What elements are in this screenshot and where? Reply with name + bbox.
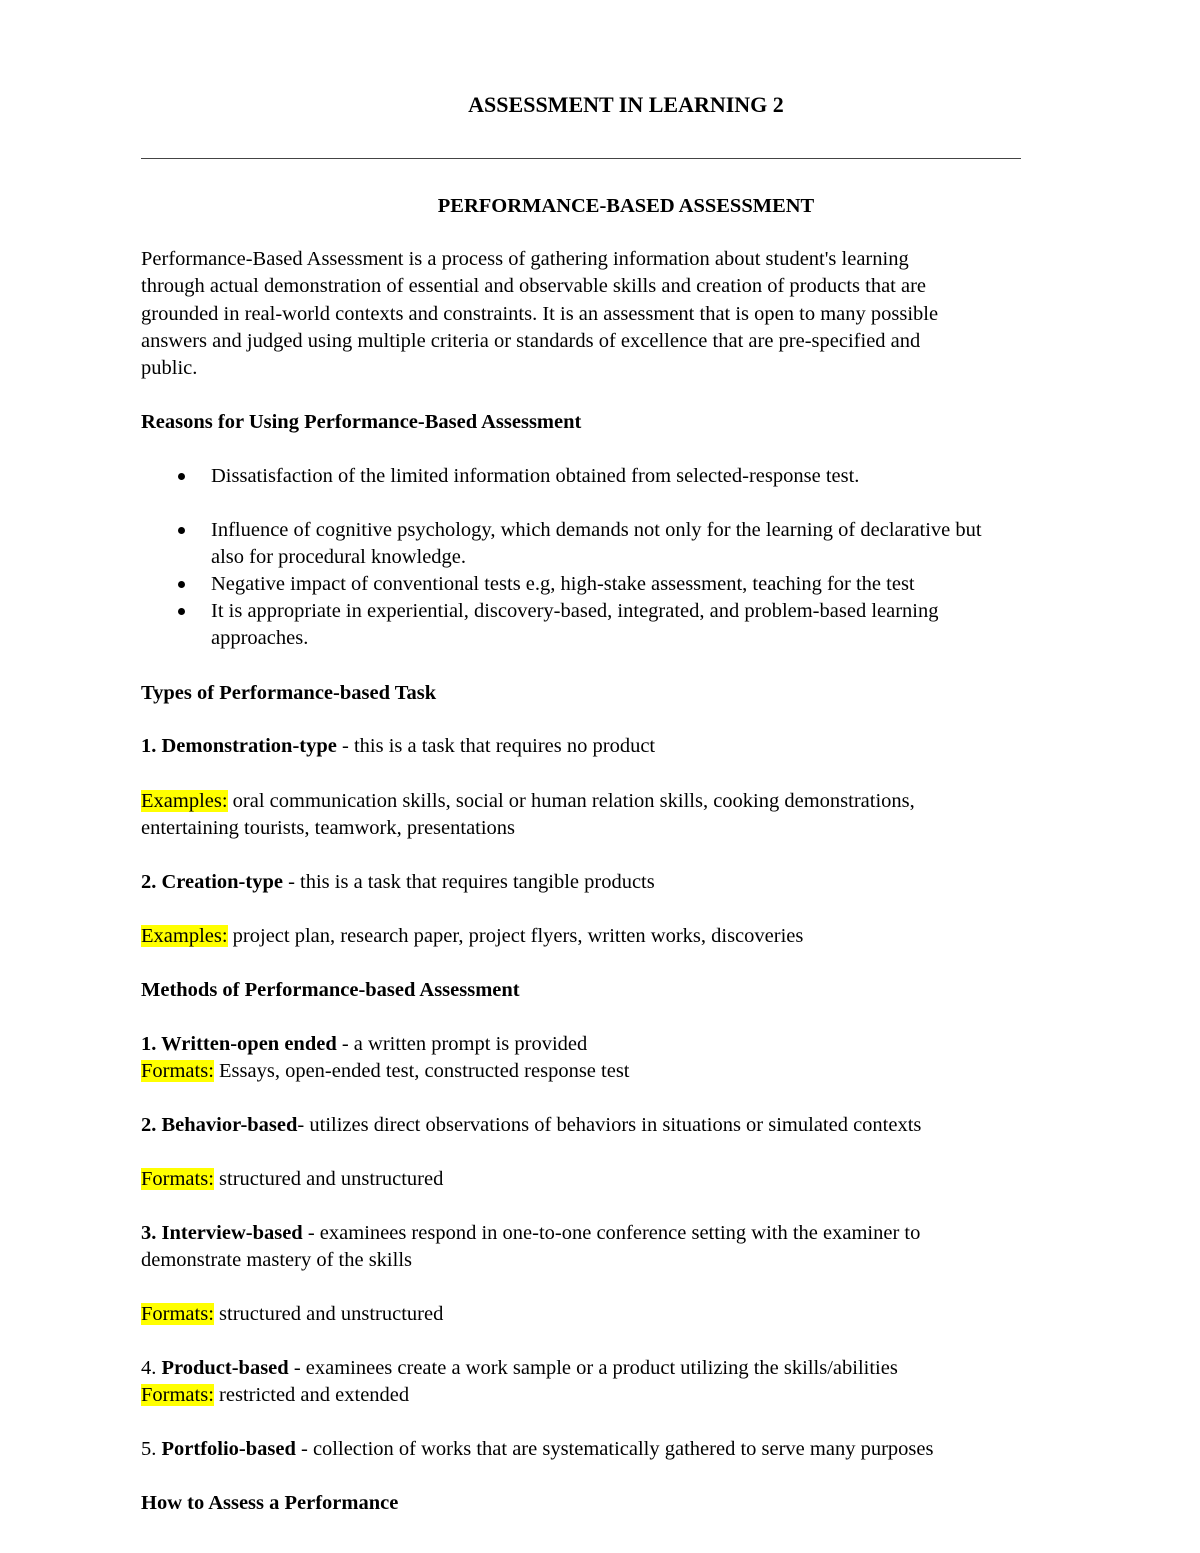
- reasons-heading: Reasons for Using Performance-Based Assessment: [141, 411, 582, 433]
- intro-line: Performance-Based Assessment is a process of gathering information about student's learning: [141, 248, 909, 270]
- intro-line: answers and judged using multiple criteria or standards of excellence that are pre-specified and: [141, 330, 921, 352]
- formats-label: Formats:: [141, 1060, 214, 1082]
- method-4: 4. Product-based - examinees create a work sample or a product utilizing the skills/abilities: [141, 1357, 898, 1379]
- examples-label: Examples:: [141, 925, 228, 947]
- formats-line: Formats: structured and unstructured: [141, 1303, 444, 1325]
- examples-label: Examples:: [141, 790, 228, 812]
- bullet-icon: [178, 473, 185, 480]
- methods-heading: Methods of Performance-based Assessment: [141, 979, 520, 1001]
- method-5: 5. Portfolio-based - collection of works that are systematically gathered to serve many purposes: [141, 1438, 934, 1460]
- bullet-icon: [178, 527, 185, 534]
- section-title: PERFORMANCE-BASED ASSESSMENT: [437, 195, 815, 217]
- bullet-icon: [178, 608, 185, 615]
- intro-line: through actual demonstration of essential and observable skills and creation of products that are: [141, 275, 927, 297]
- task-type-1: 1. Demonstration-type - this is a task that requires no product: [141, 735, 656, 757]
- method-1: 1. Written-open ended - a written prompt is provided: [141, 1033, 588, 1055]
- method-3-cont: demonstrate mastery of the skills: [141, 1249, 412, 1271]
- formats-label: Formats:: [141, 1303, 214, 1325]
- intro-line: public.: [141, 357, 198, 379]
- formats-label: Formats:: [141, 1168, 214, 1190]
- horizontal-rule: [141, 158, 1021, 159]
- assess-heading: How to Assess a Performance: [141, 1492, 399, 1514]
- formats-line: Formats: Essays, open-ended test, constructed response test: [141, 1060, 630, 1082]
- examples-line: Examples: oral communication skills, social or human relation skills, cooking demonstrations,: [141, 790, 915, 812]
- method-3: 3. Interview-based - examinees respond in one-to-one conference setting with the examiner to: [141, 1222, 921, 1244]
- document-title: ASSESSMENT IN LEARNING 2: [468, 92, 784, 117]
- types-heading: Types of Performance-based Task: [141, 682, 437, 704]
- intro-line: grounded in real-world contexts and constraints. It is an assessment that is open to many possible: [141, 303, 939, 325]
- examples-line: Examples: project plan, research paper, project flyers, written works, discoveries: [141, 925, 804, 947]
- formats-line: Formats: structured and unstructured: [141, 1168, 444, 1190]
- method-2: 2. Behavior-based- utilizes direct observations of behaviors in situations or simulated contexts: [141, 1114, 922, 1136]
- task-type-2: 2. Creation-type - this is a task that requires tangible products: [141, 871, 655, 893]
- formats-line: Formats: restricted and extended: [141, 1384, 410, 1406]
- examples-line: entertaining tourists, teamwork, presentations: [141, 817, 516, 839]
- bullet-icon: [178, 581, 185, 588]
- formats-label: Formats:: [141, 1384, 214, 1406]
